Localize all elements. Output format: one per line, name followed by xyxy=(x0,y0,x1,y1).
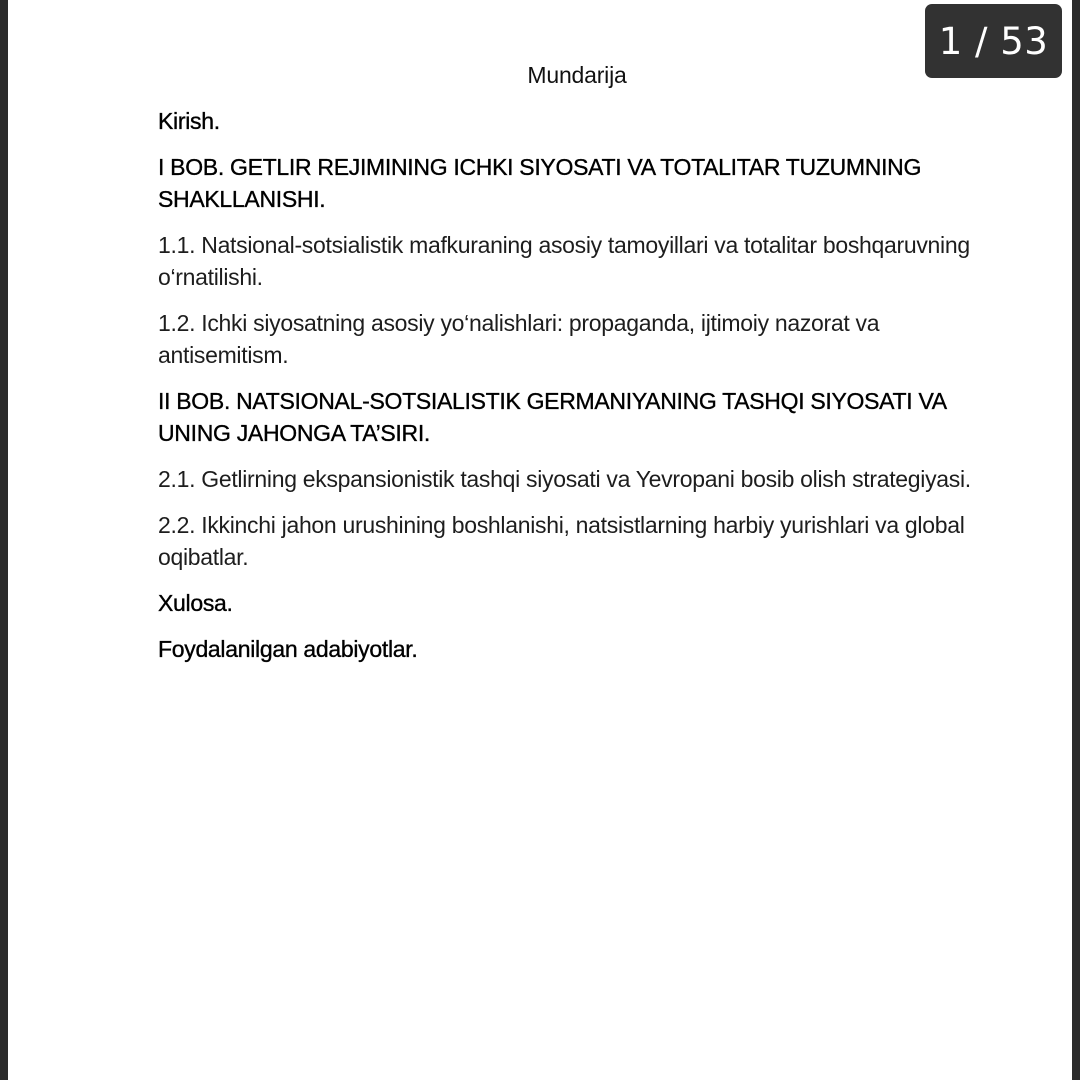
toc-entry-section-2-1: 2.1. Getlirning ekspansionistik tashqi siyosati va Yevropani bosib olish strategiyasi. xyxy=(158,466,971,492)
toc-entry-chapter-1: I BOB. GETLIR REJIMINING ICHKI SIYOSATI VA TOTALITAR TUZUMNING SHAKLLANISHI. xyxy=(158,154,922,212)
toc-entry-chapter-2: II BOB. NATSIONAL-SOTSIALISTIK GERMANIYANING TASHQI SIYOSATI VA UNING JAHONGA TA’SIRI. xyxy=(158,388,946,446)
page-counter-badge: 1 / 53 xyxy=(925,4,1062,78)
document-page[interactable] xyxy=(8,0,1072,1080)
page-content xyxy=(158,62,978,679)
toc-entry-section-2-2: 2.2. Ikkinchi jahon urushining boshlanishi, natsistlarning harbiy yurishlari va global oqibatlar. xyxy=(158,512,965,570)
toc-title: Mundarija xyxy=(527,62,627,88)
toc-entry-introduction: Kirish. xyxy=(158,108,220,134)
toc-entry-conclusion: Xulosa. xyxy=(158,590,233,616)
toc-entry-section-1-1: 1.1. Natsional-sotsialistik mafkuraning asosiy tamoyillari va totalitar boshqaruvning o‘rnatilishi. xyxy=(158,232,970,290)
toc-entry-section-1-2: 1.2. Ichki siyosatning asosiy yo‘nalishlari: propaganda, ijtimoiy nazorat va antisemitism. xyxy=(158,310,880,368)
toc-entry-references: Foydalanilgan adabiyotlar. xyxy=(158,636,418,662)
